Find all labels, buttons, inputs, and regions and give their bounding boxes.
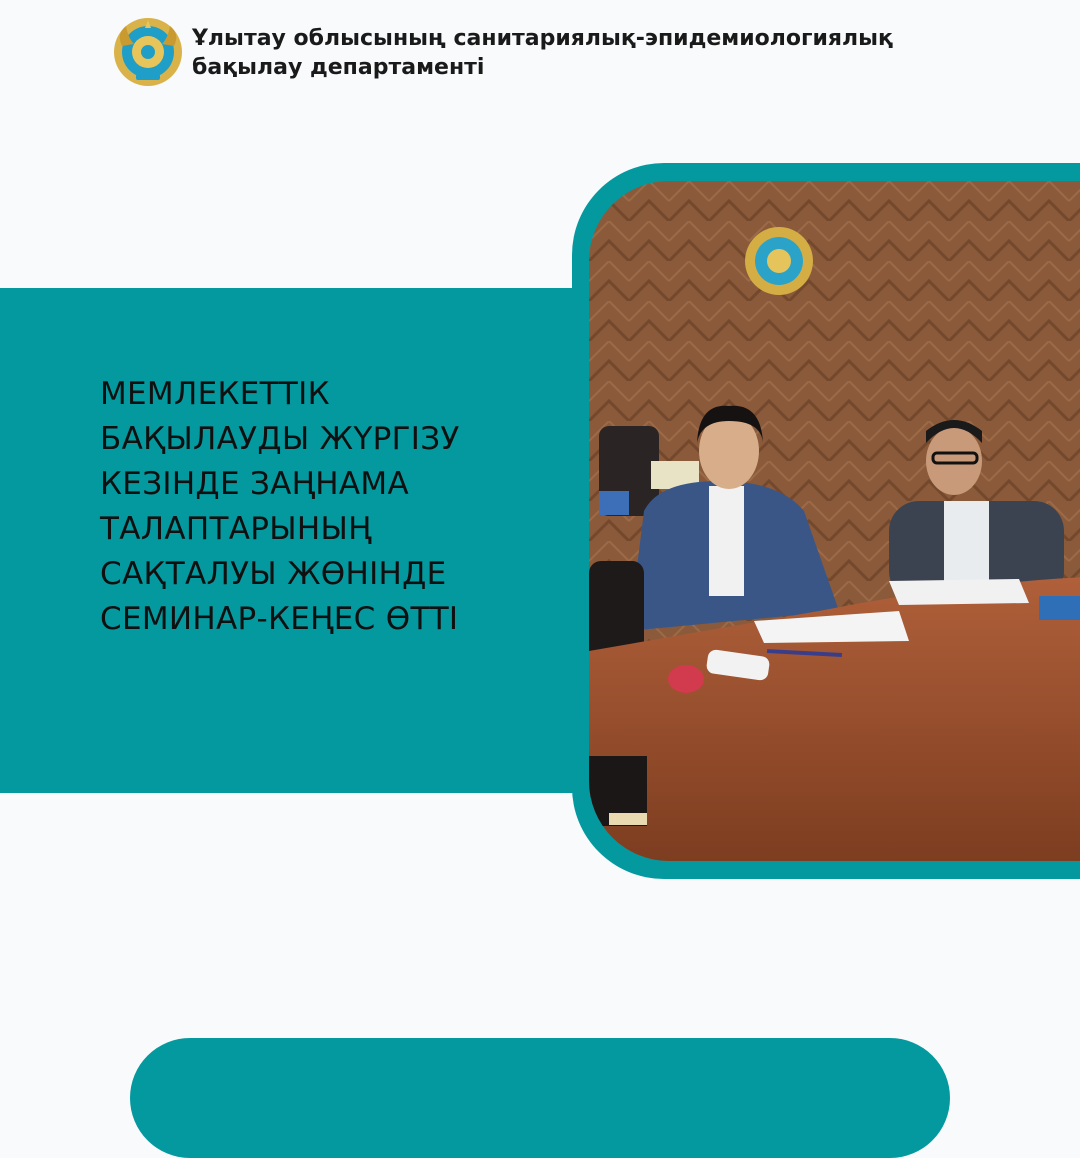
seminar-photo-illustration <box>589 181 1080 861</box>
seminar-photo <box>589 181 1080 861</box>
wall-emblem-icon <box>745 227 813 295</box>
headline <box>100 372 570 642</box>
state-emblem-icon <box>112 16 184 88</box>
headline-line: МЕМЛЕКЕТТІК <box>100 376 330 412</box>
headline-line: БАҚЫЛАУДЫ ЖҮРГІЗУ <box>100 421 460 457</box>
organization-name-line2: бақылау департаменті <box>192 55 485 80</box>
headline-line: ТАЛАПТАРЫНЫҢ <box>100 511 372 547</box>
organization-name <box>192 24 992 82</box>
header <box>112 16 1012 88</box>
headline-line: СЕМИНАР-КЕҢЕС ӨТТІ <box>100 601 459 637</box>
headline-line: САҚТАЛУЫ ЖӨНІНДЕ <box>100 556 447 592</box>
organization-name-line1: Ұлытау облысының санитариялық-эпидемиологиялық <box>192 26 893 51</box>
bottom-accent-bar <box>130 1038 950 1158</box>
headline-line: КЕЗІНДЕ ЗАҢНАМА <box>100 466 409 502</box>
